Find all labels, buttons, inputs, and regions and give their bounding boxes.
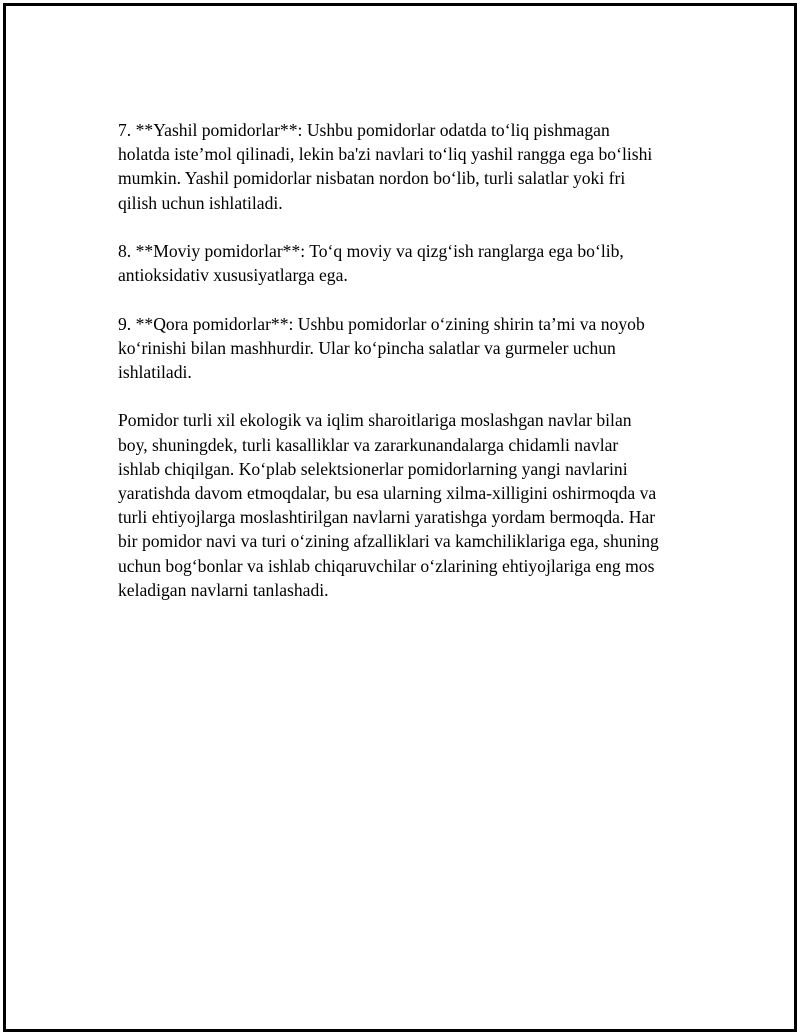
paragraph-yashil-pomidorlar: 7. **Yashil pomidorlar**: Ushbu pomidorlar odatda to‘liq pishmagan holatda iste’mol qilinadi, lekin ba'zi navlari to‘liq yashil rangga ega bo‘lishi mumkin. Yashil pomidorlar nisbatan nordon bo‘lib, turli salatlar yoki fri qilish uchun ishlatiladi. (118, 120, 653, 213)
document-body (118, 118, 698, 602)
paragraph-qora-pomidorlar: 9. **Qora pomidorlar**: Ushbu pomidorlar o‘zining shirin ta’mi va noyob ko‘rinishi bilan mashhurdir. Ular ko‘pincha salatlar va gurmeler uchun ishlatiladi. (118, 313, 645, 382)
paragraph-moviy-pomidorlar: 8. **Moviy pomidorlar**: To‘q moviy va qizg‘ish ranglarga ega bo‘lib, antioksidativ xususiyatlarga ega. (118, 241, 624, 286)
paragraph-summary: Pomidor turli xil ekologik va iqlim sharoitlariga moslashgan navlar bilan boy, shuningdek, turli kasalliklar va zararkunandalarga chidamli navlar ishlab chiqilgan. Ko‘plab selektsionerlar pomidorlarning yangi navlarini yaratishda davom etmoqdalar, bu esa ularning xilma-xilligini oshirmoqda va turli ehtiyojlarga moslashtirilgan navlarni yaratishga yordam bermoqda. Har bir pomidor navi va turi o‘zining afzalliklari va kamchiliklariga ega, shuning uchun bog‘bonlar va ishlab chiqaruvchilar o‘zlarining ehtiyojlariga eng mos keladigan navlarni tanlashadi. (118, 410, 659, 600)
